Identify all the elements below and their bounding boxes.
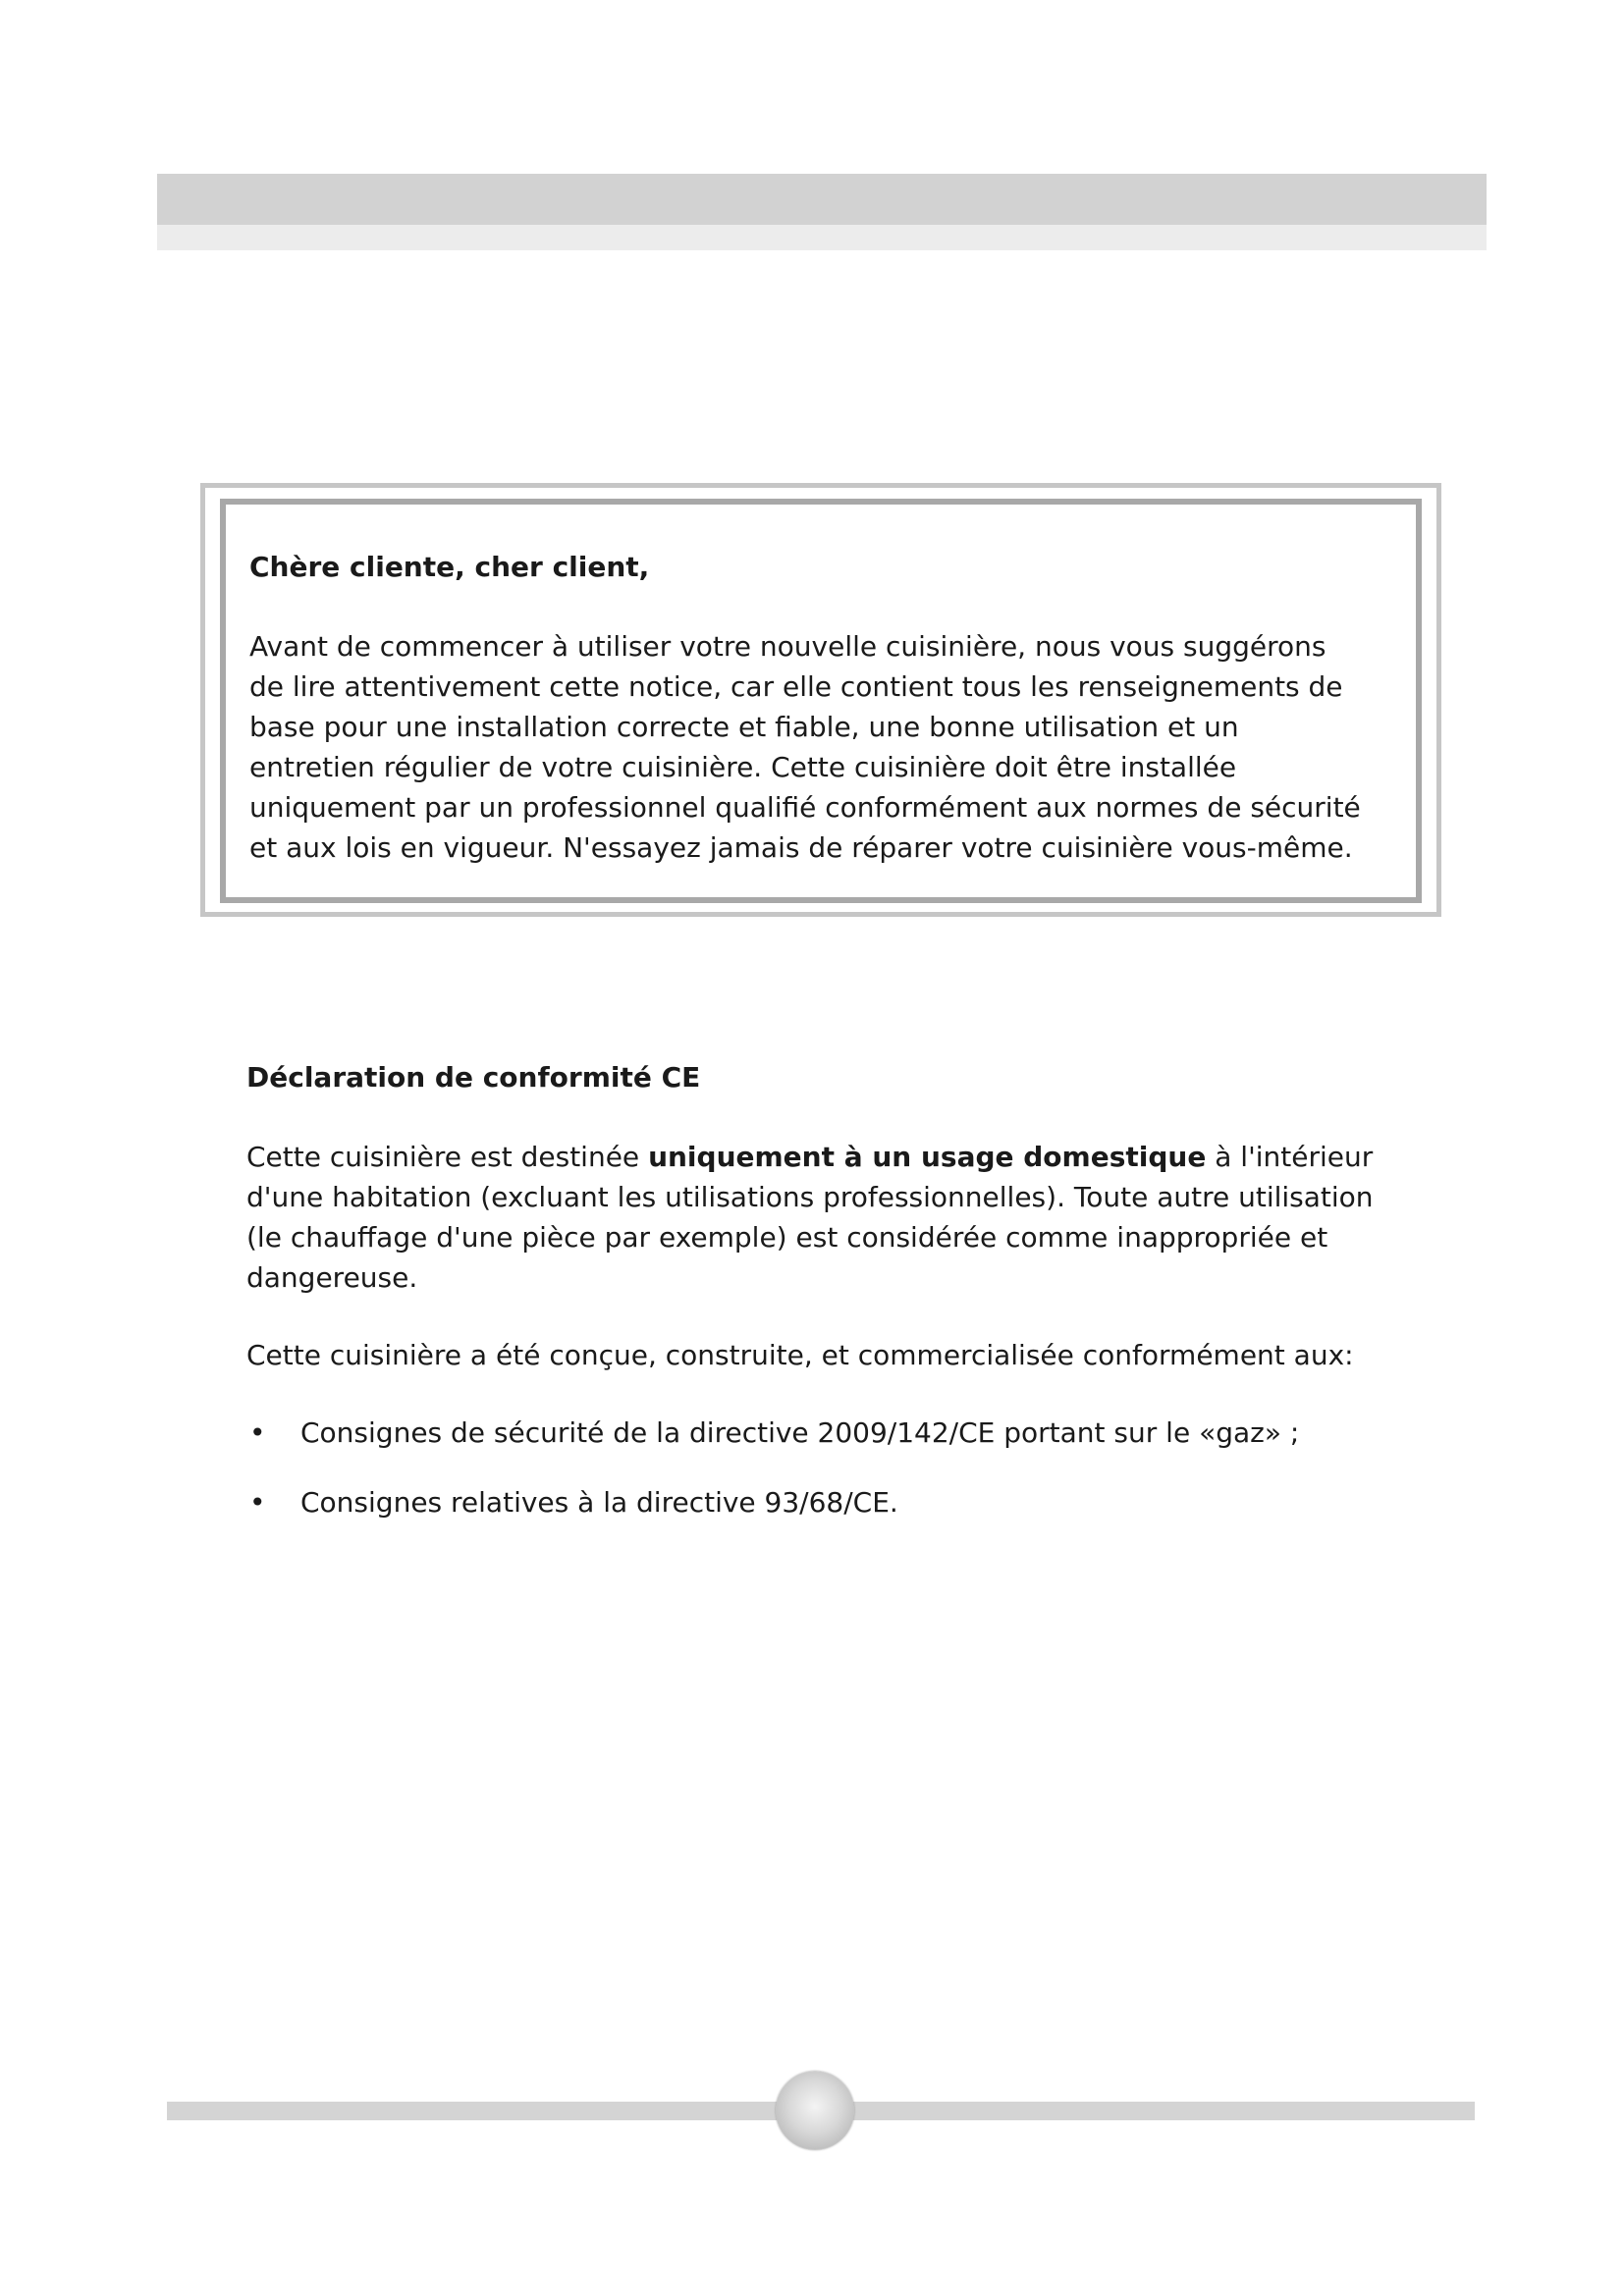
header-band-light <box>157 225 1487 250</box>
declaration-title: Déclaration de conformité CE <box>246 1061 701 1094</box>
list-item <box>246 1482 1405 1522</box>
header-band-dark <box>157 174 1487 225</box>
notice-box <box>220 499 1422 903</box>
list-item-text: Consignes relatives à la directive 93/68/CE. <box>300 1486 898 1519</box>
declaration-section <box>246 1058 1405 1552</box>
notice-title: Chère cliente, cher client, <box>249 551 650 583</box>
usage-text-end: à l'intérieur d'une habitation (excluant les utilisations professionnelles). Toute autre utilisation (le chauffage d'une pièce par exemple) est considérée comme inappropriée et dangereuse. <box>246 1141 1374 1294</box>
usage-text-bold: uniquement à un usage domestique <box>648 1141 1207 1173</box>
declaration-paragraph-usage <box>246 1137 1405 1298</box>
directive-list <box>246 1413 1405 1522</box>
footer-circle-ornament <box>776 2071 854 2150</box>
bullet-icon: • <box>249 1416 266 1449</box>
declaration-paragraph-conformity: Cette cuisinière a été conçue, construite, et commercialisée conformément aux: <box>246 1339 1354 1371</box>
usage-text-start: Cette cuisinière est destinée <box>246 1141 649 1173</box>
list-item-text: Consignes de sécurité de la directive 2009/142/CE portant sur le «gaz» ; <box>300 1416 1300 1449</box>
header-band <box>157 174 1487 252</box>
list-item <box>246 1413 1405 1453</box>
notice-body: Avant de commencer à utiliser votre nouvelle cuisinière, nous vous suggérons de lire attentivement cette notice, car elle contient tous les renseignements de base pour une installation correcte et fiable, une bonne utilisation et un entretien régulier de votre cuisinière. Cette cuisinière doit être installée uniquement par un professionnel qualifié conformément aux normes de sécurité et aux lois en vigueur. N'essayez jamais de réparer votre cuisinière vous-même. <box>249 630 1361 864</box>
bullet-icon: • <box>249 1486 266 1519</box>
